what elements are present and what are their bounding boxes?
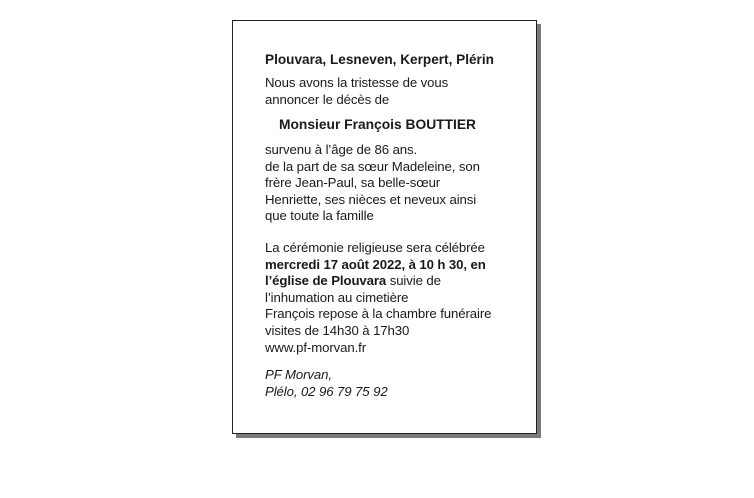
- intro-line: annoncer le décès de: [265, 91, 390, 107]
- intro-block: [265, 75, 448, 108]
- details-line: Henriette, ses nièces et neveux ainsi: [265, 191, 477, 207]
- signoff-line: Plélo, 02 96 79 75 92: [265, 383, 388, 399]
- death-notice-card: [232, 20, 537, 434]
- ceremony-line: l’inhumation au cimetière: [265, 289, 409, 305]
- details-line: frère Jean-Paul, sa belle-sœur: [265, 175, 441, 191]
- intro-line: Nous avons la tristesse de vous: [265, 75, 449, 90]
- ceremony-line: visites de 14h30 à 17h30: [265, 322, 410, 338]
- details-block: [265, 142, 480, 225]
- details-line: que toute la famille: [265, 208, 374, 224]
- details-line: survenu à l’âge de 86 ans.: [265, 142, 418, 157]
- signoff-block: [265, 367, 388, 400]
- ceremony-date-line: mercredi 17 août 2022, à 10 h 30, en: [265, 256, 486, 272]
- deceased-name: Monsieur François BOUTTIER: [279, 117, 477, 132]
- ceremony-place: l’église de Plouvara: [265, 273, 387, 289]
- ceremony-block: [265, 240, 491, 356]
- ceremony-place-rest: suivie de: [386, 273, 441, 289]
- notice-heading: Plouvara, Lesneven, Kerpert, Plérin: [265, 52, 494, 67]
- ceremony-place-line: [265, 273, 491, 290]
- ceremony-line: François repose à la chambre funéraire: [265, 306, 492, 322]
- funeral-home-website: www.pf-morvan.fr: [265, 339, 366, 355]
- details-line: de la part de sa sœur Madeleine, son: [265, 158, 480, 174]
- ceremony-line: La cérémonie religieuse sera célébrée: [265, 240, 485, 255]
- signoff-line: PF Morvan,: [265, 367, 332, 382]
